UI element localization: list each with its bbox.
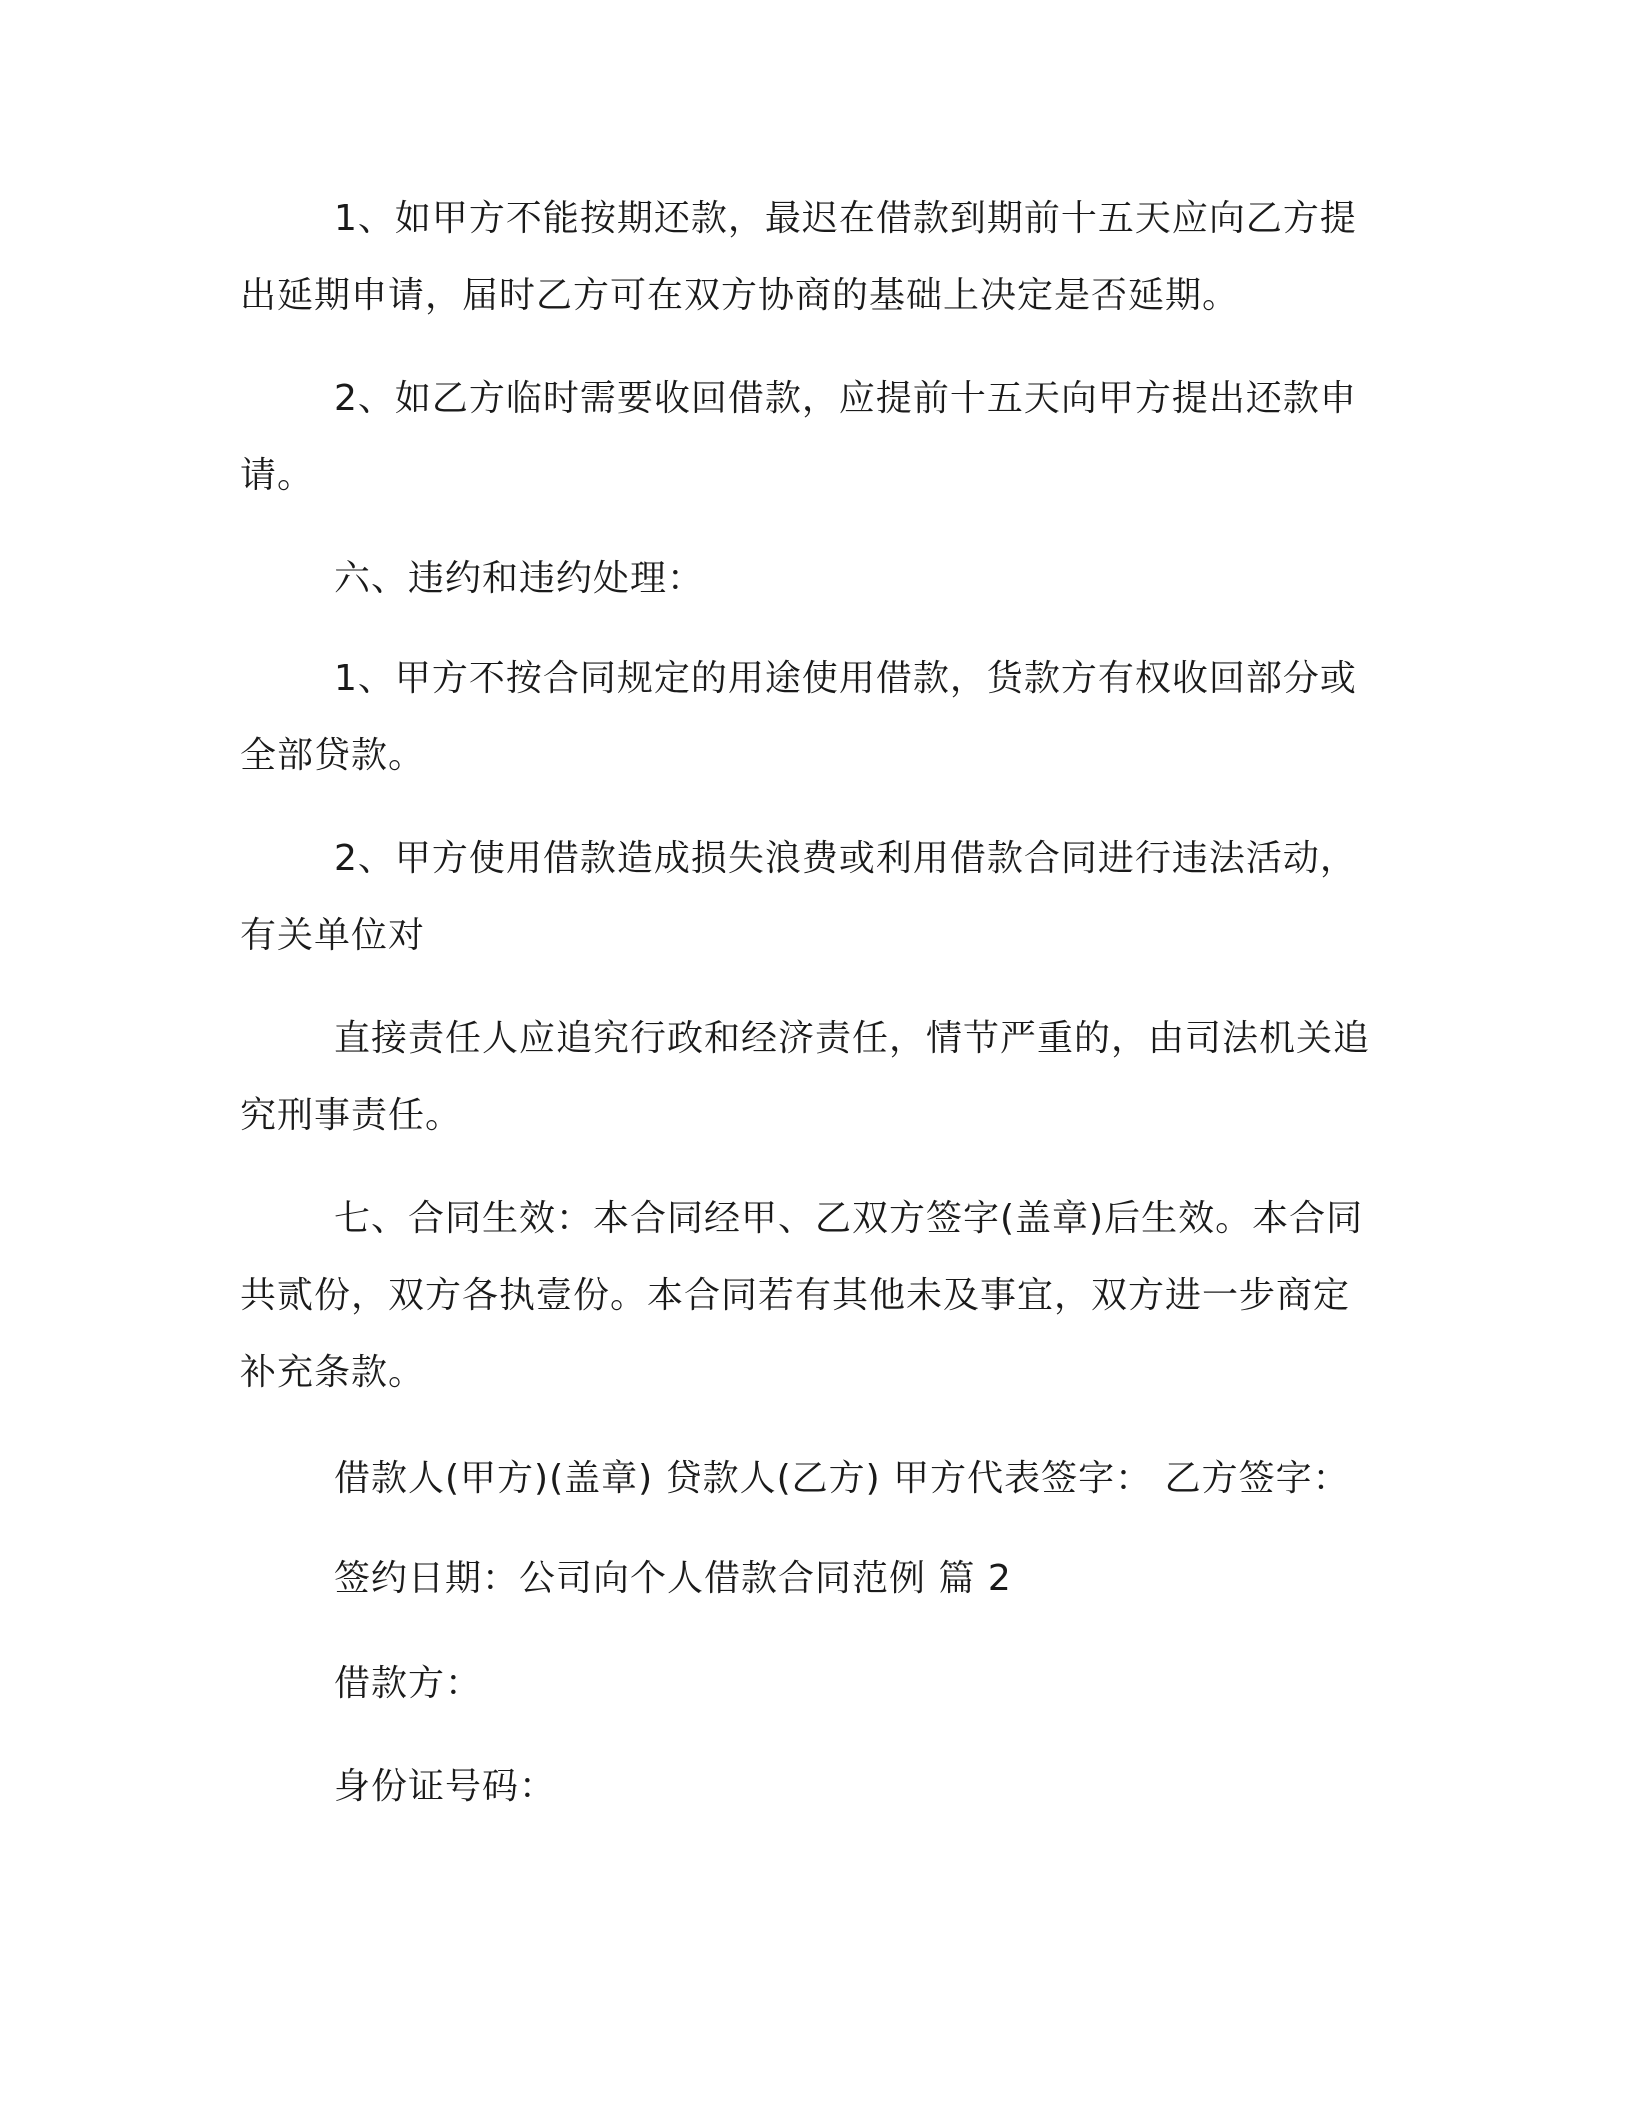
section-contract-effective: 七、合同生效：本合同经甲、乙双方签字(盖章)后生效。本合同共贰份，双方各执壹份。本合同若有其他未及事宜，双方进一步商定补充条款。 [240,1198,1364,1393]
clause-liability: 直接责任人应追究行政和经济责任，情节严重的，由司法机关追究刑事责任。 [240,1018,1371,1136]
signing-date-line: 签约日期：公司向个人借款合同范例 篇 2 [334,1558,1012,1599]
clause-early-recall: 2、如乙方临时需要收回借款，应提前十五天向甲方提出还款申请。 [240,378,1357,496]
clause-loss-waste: 2、甲方使用借款造成损失浪费或利用借款合同进行违法活动，有关单位对 [240,838,1357,956]
borrower-label: 借款方： [334,1663,483,1704]
clause-extension-request: 1、如甲方不能按期还款，最迟在借款到期前十五天应向乙方提出延期申请，届时乙方可在双方协商的基础上决定是否延期。 [240,198,1357,316]
id-number-label: 身份证号码： [334,1766,557,1807]
clause-misuse-recall: 1、甲方不按合同规定的用途使用借款，货款方有权收回部分或全部贷款。 [240,658,1357,776]
signature-line: 借款人(甲方)(盖章) 贷款人(乙方) 甲方代表签字： 乙方签字： [334,1458,1350,1499]
section-heading-breach: 六、违约和违约处理： [334,558,705,599]
